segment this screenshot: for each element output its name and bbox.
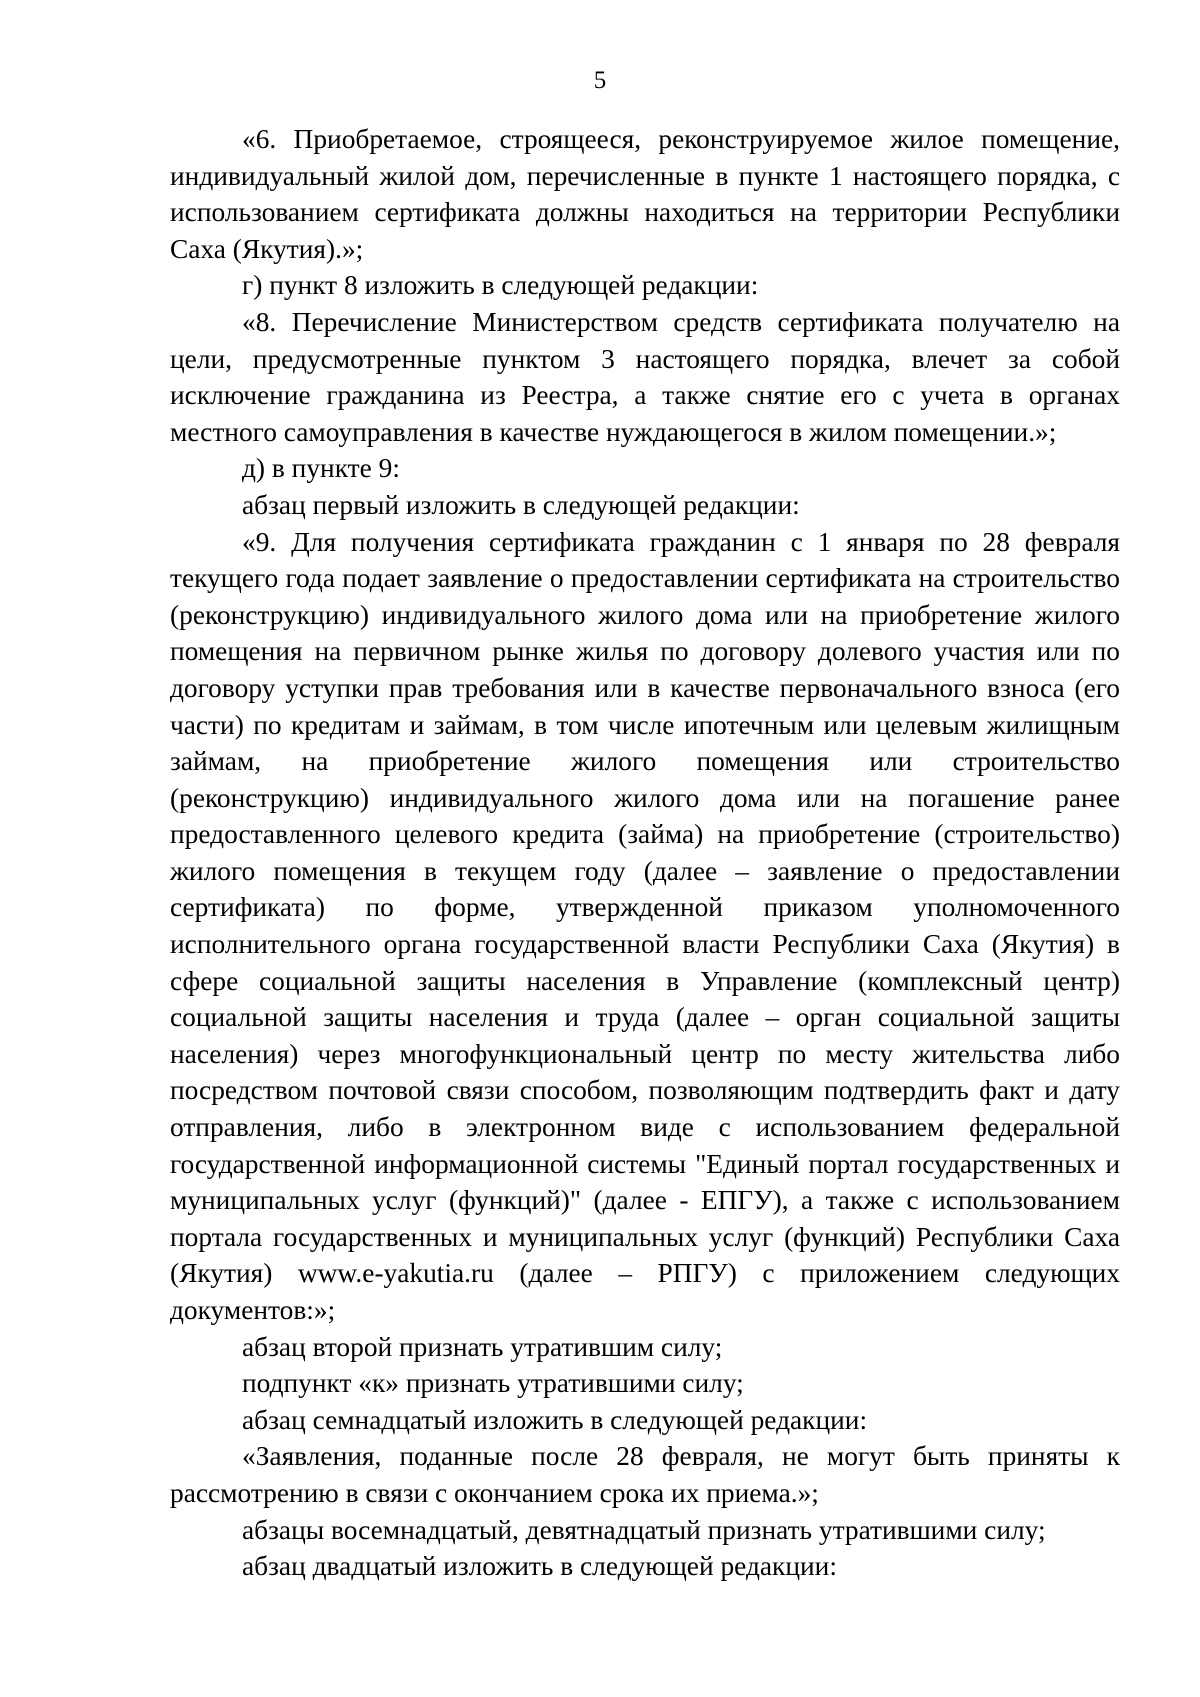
paragraph-eighteenth-nineteenth-abzac: абзацы восемнадцатый, девятнадцатый признать утратившими силу; — [242, 1514, 1046, 1545]
paragraph-first-abzac-instruction: абзац первый изложить в следующей редакции: — [242, 489, 800, 520]
paragraph-applications-deadline: «Заявления, поданные после 28 февраля, не могут быть приняты к рассмотрению в связи с окончанием срока их приема.»; — [170, 1441, 1120, 1508]
paragraph-item-9-text: «9. Для получения сертификата гражданин с 1 января по 28 февраля текущего года подает заявление о предоставлении сертификата на строительство (реконструкцию) индивидуального жилого дома или на приобретение жилого помещения на первичном рынке жилья по договору долевого участия или по договору уступки прав требования или в качестве первоначального взноса (его части) по кредитам и займам, в том числе ипотечным или целевым жилищным займам, на приобретение жилого помещения или строительство (реконструкцию) индивидуального жилого дома или на погашение ранее предоставленного целевого кредита (займа) на приобретение (строительство) жилого помещения в текущем году (далее – заявление о предоставлении сертификата) по форме, утвержденной приказом уполномоченного исполнительного органа государственной власти Республики Саха (Якутия) в сфере социальной защиты населения в Управление (комплексный центр) социальной защиты населения и труда (далее – орган социальной защиты населения) через многофункциональный центр по месту жительства либо посредством почтовой связи способом, позволяющим подтвердить факт и дату отправления, либо в электронном виде с использованием федеральной государственной информационной системы "Единый портал государственных и муниципальных услуг (функций)" (далее - ЕПГУ), а также с использованием портала государственных и муниципальных услуг (функций) Республики Саха (Якутия) www.e-yakutia.ru (далее – РПГУ) с приложением следующих документов:»; — [170, 526, 1120, 1325]
paragraph-item-8-text: «8. Перечисление Министерством средств сертификата получателю на цели, предусмотренные пунктом 3 настоящего порядка, влечет за собой исключение гражданина из Реестра, а также снятие его с учета в органах местного самоуправления в качестве нуждающегося в жилом помещении.»; — [170, 306, 1120, 447]
paragraph-second-abzac: абзац второй признать утратившим силу; — [242, 1331, 723, 1362]
paragraph-subitem-d: д) в пункте 9: — [242, 453, 400, 484]
document-body — [170, 121, 1120, 1585]
paragraph-subitem-g: г) пункт 8 изложить в следующей редакции: — [242, 270, 759, 301]
paragraph-twentieth-abzac-instruction: абзац двадцатый изложить в следующей редакции: — [242, 1551, 837, 1582]
paragraph-seventeenth-abzac-instruction: абзац семнадцатый изложить в следующей редакции: — [242, 1404, 868, 1435]
page-number: 5 — [593, 67, 607, 94]
paragraph-subitem-k: подпункт «к» признать утратившими силу; — [242, 1368, 744, 1399]
paragraph-item-6-text: «6. Приобретаемое, строящееся, реконструируемое жилое помещение, индивидуальный жилой дом, перечисленные в пункте 1 настоящего порядка, с использованием сертификата должны находиться на территории Республики Саха (Якутия).»; — [170, 124, 1120, 264]
